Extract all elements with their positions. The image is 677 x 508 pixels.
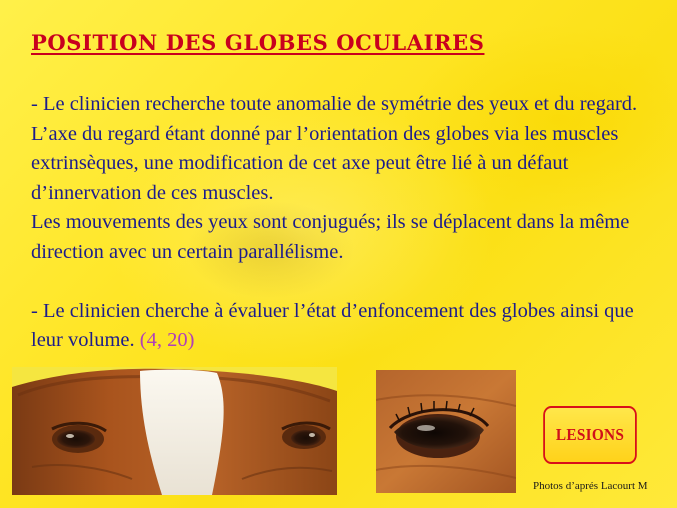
paragraph-symmetry: - Le clinicien recherche toute anomalie de symétrie des yeux et du regard. L’axe du regard étant donné par l’orientation des globes via les muscles extrinsèques, une modification de cet axe peut être lié à un défaut d’innervation de ces muscles. <box>31 93 638 204</box>
reference-link: (4, 20) <box>139 329 195 351</box>
horse-eye-photo <box>376 370 516 493</box>
paragraph-enfoncement <box>31 297 656 356</box>
paragraph-enfoncement-text: - Le clinicien cherche à évaluer l’état d’enfoncement des globes ainsi que leur volume. <box>31 299 634 351</box>
lesions-button[interactable]: LESIONS <box>543 406 637 464</box>
page-title: POSITION DES GLOBES OCULAIRES <box>31 30 485 55</box>
paragraph-spacer <box>31 267 656 297</box>
horse-face-image <box>12 367 337 495</box>
body-text <box>31 90 656 356</box>
horse-face-photo <box>12 367 337 495</box>
horse-eye-image <box>376 370 516 493</box>
photo-credit: Photos d’aprés Lacourt M <box>533 480 648 492</box>
paragraph-conjugate-movements: Les mouvements des yeux sont conjugués; ils se déplacent dans la même direction avec un certain parallélisme. <box>31 211 630 263</box>
